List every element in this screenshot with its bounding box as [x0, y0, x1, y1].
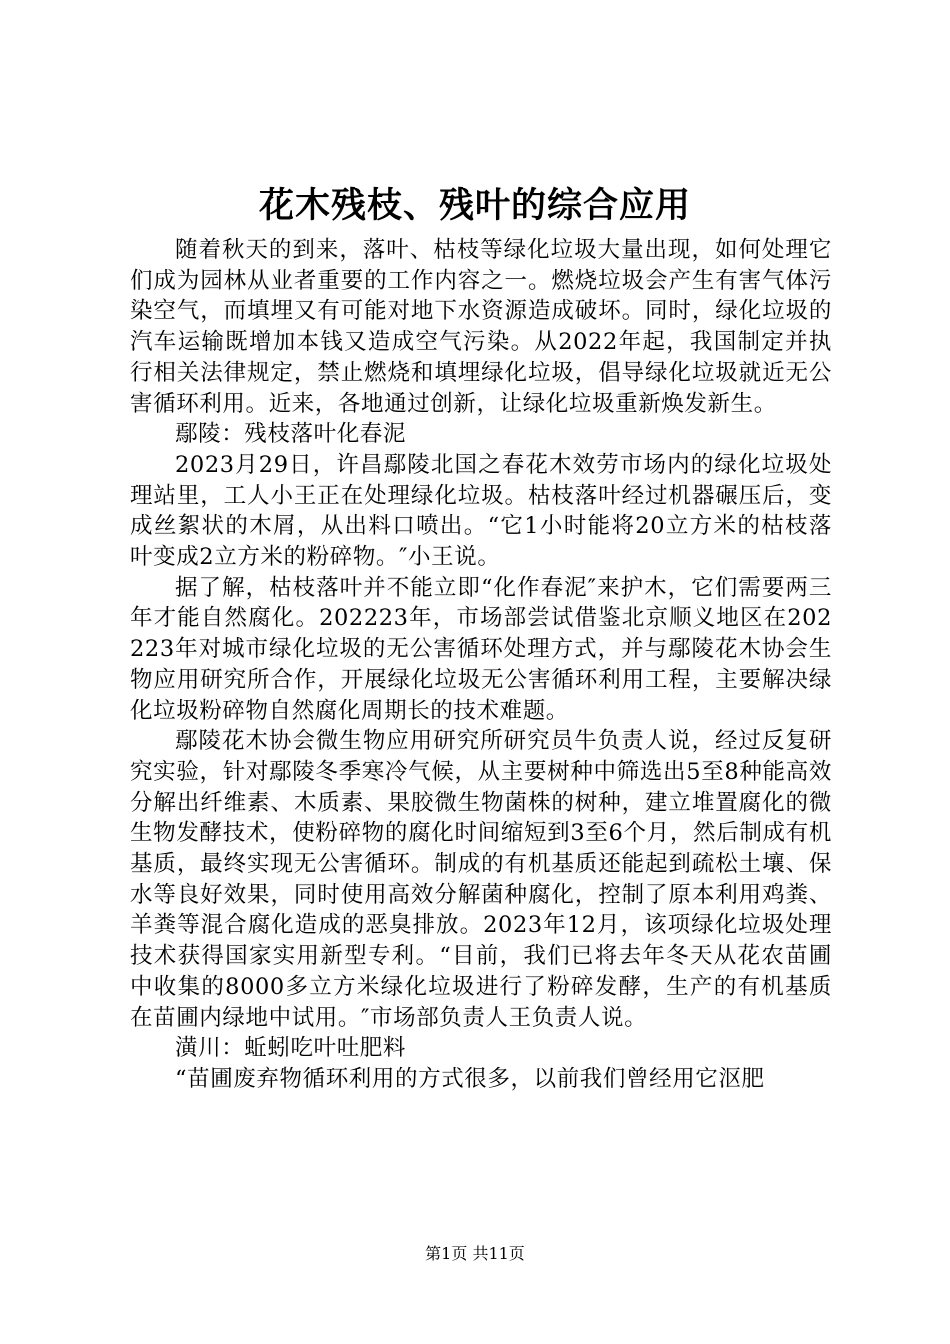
- section-heading-huangchuan: 潢川：蚯蚓吃叶吐肥料: [175, 1035, 407, 1062]
- paragraph-yanling-research: 鄢陵花木协会微生物应用研究所研究员牛负责人说，经过反复研究实验，针对鄢陵冬季寒冷气候，从主要树种中筛选出5至8种能高效分解出纤维素、木质素、果胶微生物菌株的树种，建立堆置腐化的微生物发酵技术，使粉碎物的腐化时间缩短到3至6个月，然后制成有机基质，最终实现无公害循环。制成的有机基质还能起到疏松土壤、保水等良好效果，同时使用高效分解菌种腐化，控制了原本利用鸡粪、羊粪等混合腐化造成的恶臭排放。2023年12月，该项绿化垃圾处理技术获得国家实用新型专利。“目前，我们已将去年冬天从花农苗圃中收集的8000多立方米绿化垃圾进行了粉碎发酵，生产的有机基质在苗圃内绿地中试用。″市场部负责人王负责人说。: [130, 728, 832, 1031]
- document-title: 花木残枝、残叶的综合应用: [258, 185, 691, 226]
- paragraph-yanling-background: 据了解，枯枝落叶并不能立即“化作春泥″来护木，它们需要两三年才能自然腐化。202223年，市场部尝试借鉴北京顺义地区在202223年对城市绿化垃圾的无公害循环处理方式，并与鄢陵花木协会生物应用研究所合作，开展绿化垃圾无公害循环利用工程，主要解决绿化垃圾粉碎物自然腐化周期长的技术难题。: [130, 574, 832, 724]
- section-heading-yanling: 鄢陵：残枝落叶化春泥: [175, 421, 407, 448]
- paragraph-yanling-station: 2023月29日，许昌鄢陵北国之春花木效劳市场内的绿化垃圾处理站里，工人小王正在处理绿化垃圾。枯枝落叶经过机器碾压后，变成丝絮状的木屑，从出料口喷出。“它1小时能将20立方米的枯枝落叶变成2立方米的粉碎物。″小王说。: [130, 451, 832, 571]
- paragraph-intro: 随着秋天的到来，落叶、枯枝等绿化垃圾大量出现，如何处理它们成为园林从业者重要的工作内容之一。燃烧垃圾会产生有害气体污染空气，而填埋又有可能对地下水资源造成破坏。同时，绿化垃圾的汽车运输既增加本钱又造成空气污染。从2022年起，我国制定并执行相关法律规定，禁止燃烧和填埋绿化垃圾，倡导绿化垃圾就近无公害循环利用。近来，各地通过创新，让绿化垃圾重新焕发新生。: [130, 237, 832, 417]
- page-footer: 第1页 共11页: [425, 1244, 525, 1263]
- paragraph-huangchuan-quote: “苗圃废弃物循环利用的方式很多，以前我们曾经用它沤肥: [175, 1065, 765, 1092]
- document-body: [130, 235, 832, 1095]
